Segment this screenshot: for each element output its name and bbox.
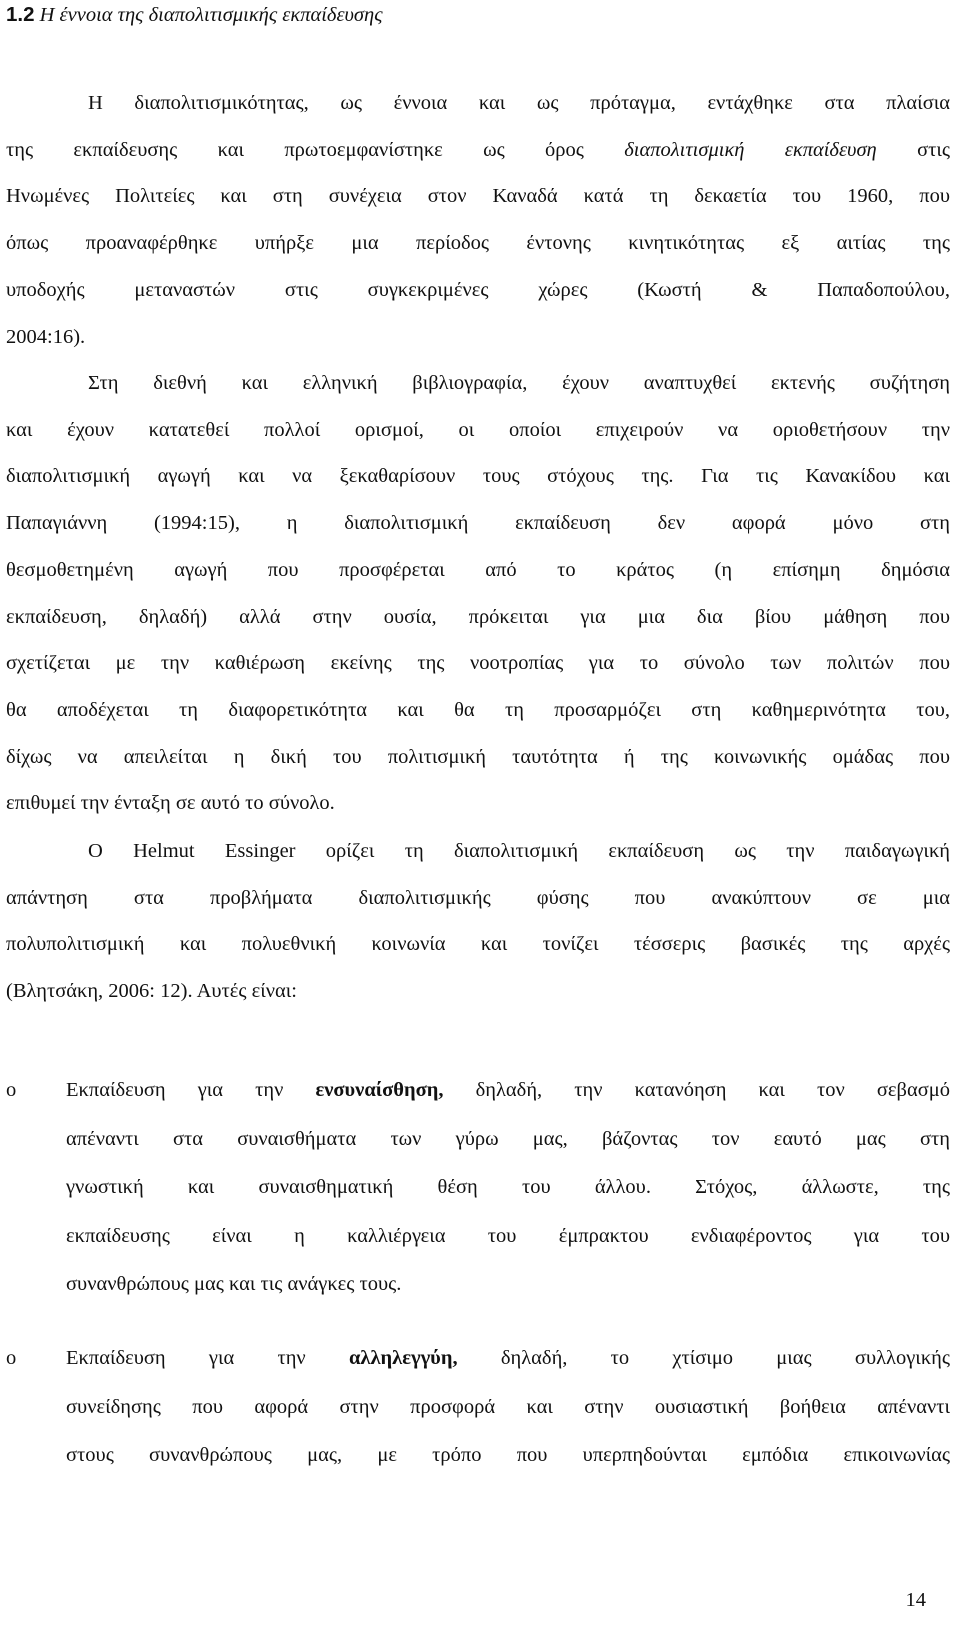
p1-line-2 — [6, 127, 950, 174]
bullet-marker: o — [6, 1347, 17, 1369]
b1-line-5: συνανθρώπους μας και τις ανάγκες τους. — [66, 1273, 402, 1295]
p2-line-1: Στη διεθνή και ελληνική βιβλιογραφία, έχουν αναπτυχθεί εκτενής συζήτηση — [88, 372, 950, 394]
p1-line-2-a: της εκπαίδευσης και πρωτοεμφανίστηκε ως όρος — [6, 138, 625, 161]
bold-term: αλληλεγγύη, — [348, 1347, 458, 1369]
b1-line-1 — [66, 1066, 950, 1115]
p2-line-8: θα αποδέχεται τη διαφορετικότητα και θα τη προσαρμόζει στη καθημερινότητα του, — [6, 698, 950, 721]
paragraph-2 — [6, 360, 950, 827]
b2-line-1-a: Εκπαίδευση για την — [66, 1347, 349, 1369]
p1-line-3: Ηνωμένες Πολιτείες και στη συνέχεια στον Καναδά κατά τη δεκαετία του 1960, που — [6, 185, 950, 208]
p2-line-2: και έχουν κατατεθεί πολλοί ορισμοί, οι οποίοι επιχειρούν να οριοθετήσουν την — [6, 418, 950, 441]
paragraph-3 — [6, 828, 950, 1015]
b1-line-2: απέναντι στα συναισθήματα των γύρω μας, βάζοντας τον εαυτό μας στη — [66, 1127, 950, 1150]
bullet-item-text — [66, 1334, 950, 1480]
p1-line-5: υποδοχής μεταναστών στις συγκεκριμένες χώρες (Κωστή & Παπαδοπούλου, — [6, 278, 950, 301]
b1-line-4: εκπαίδευσης είναι η καλλιέργεια του έμπρακτου ενδιαφέροντος για του — [66, 1224, 950, 1247]
p1-line-4: όπως προαναφέρθηκε υπήρξε μια περίοδος έντονης κινητικότητας εξ αιτίας της — [6, 232, 950, 255]
bold-term: ενσυναίσθηση, — [315, 1079, 444, 1101]
b2-line-1-c: δηλαδή, το χτίσιμο μιας συλλογικής — [457, 1347, 950, 1369]
p3-line-2: απάντηση στα προβλήματα διαπολιτισμικής φύσης που ανακύπτουν σε μια — [6, 886, 950, 909]
italic-term: διαπολιτισμική εκπαίδευση — [624, 138, 877, 161]
p1-line-6: 2004:16). — [6, 325, 86, 348]
bullet-marker: o — [6, 1079, 17, 1101]
b2-line-2: συνείδησης που αφορά στην προσφορά και στην ουσιαστική βοήθεια απέναντι — [66, 1395, 950, 1418]
p2-line-9: δίχως να απειλείται η δική του πολιτισμική ταυτότητα ή της κοινωνικής ομάδας που — [6, 745, 950, 768]
b1-line-3: γνωστική και συναισθηματική θέση του άλλου. Στόχος, άλλωστε, της — [66, 1176, 950, 1198]
p2-line-5: θεσμοθετημένη αγωγή που προσφέρεται από το κράτος (η επίσημη δημόσια — [6, 558, 950, 581]
paragraph-1-text — [6, 80, 950, 360]
paragraph-3-text — [6, 828, 950, 1015]
section-heading — [6, 0, 383, 30]
p1-line-1: Η διαπολιτισμικότητας, ως έννοια και ως πρόταγμα, εντάχθηκε στα πλαίσια — [88, 92, 950, 114]
p2-line-6: εκπαίδευση, δηλαδή) αλλά στην ουσία, πρόκειται για μια δια βίου μάθηση που — [6, 605, 950, 628]
p2-line-10: επιθυμεί την ένταξη σε αυτό το σύνολο. — [6, 792, 335, 815]
p1-line-2-c: στις — [876, 138, 950, 161]
paragraph-2-text — [6, 360, 950, 827]
b1-line-1-c: δηλαδή, την κατανόηση και τον σεβασμό — [443, 1079, 950, 1101]
b1-line-1-a: Εκπαίδευση για την — [66, 1079, 316, 1101]
section-title: Η έννοια της διαπολιτισμικής εκπαίδευσης — [39, 4, 383, 26]
p2-line-3: διαπολιτισμική αγωγή και να ξεκαθαρίσουν τους στόχους της. Για τις Κανακίδου και — [6, 465, 950, 488]
bullet-item-text — [66, 1066, 950, 1309]
p3-line-1: O Helmut Essinger ορίζει τη διαπολιτισμική εκπαίδευση ως την παιδαγωγική — [88, 840, 950, 862]
p2-line-7: σχετίζεται με την καθιέρωση εκείνης της νοοτροπίας για το σύνολο των πολιτών που — [6, 652, 950, 675]
b2-line-3: στους συνανθρώπους μας, με τρόπο που υπερπηδούνται εμπόδια επικοινωνίας — [66, 1444, 950, 1466]
b2-line-1 — [66, 1334, 950, 1383]
paragraph-1 — [6, 80, 950, 360]
p3-line-4: (Βλητσάκη, 2006: 12). Αυτές είναι: — [6, 980, 297, 1003]
p2-line-4: Παπαγιάννη (1994:15), η διαπολιτισμική εκπαίδευση δεν αφορά μόνο στη — [6, 512, 950, 535]
page-number: 14 — [905, 1589, 926, 1611]
p3-line-3: πολυπολιτισμική και πολυεθνική κοινωνία και τονίζει τέσσερις βασικές της αρχές — [6, 933, 950, 956]
section-number: 1.2 — [6, 3, 35, 26]
